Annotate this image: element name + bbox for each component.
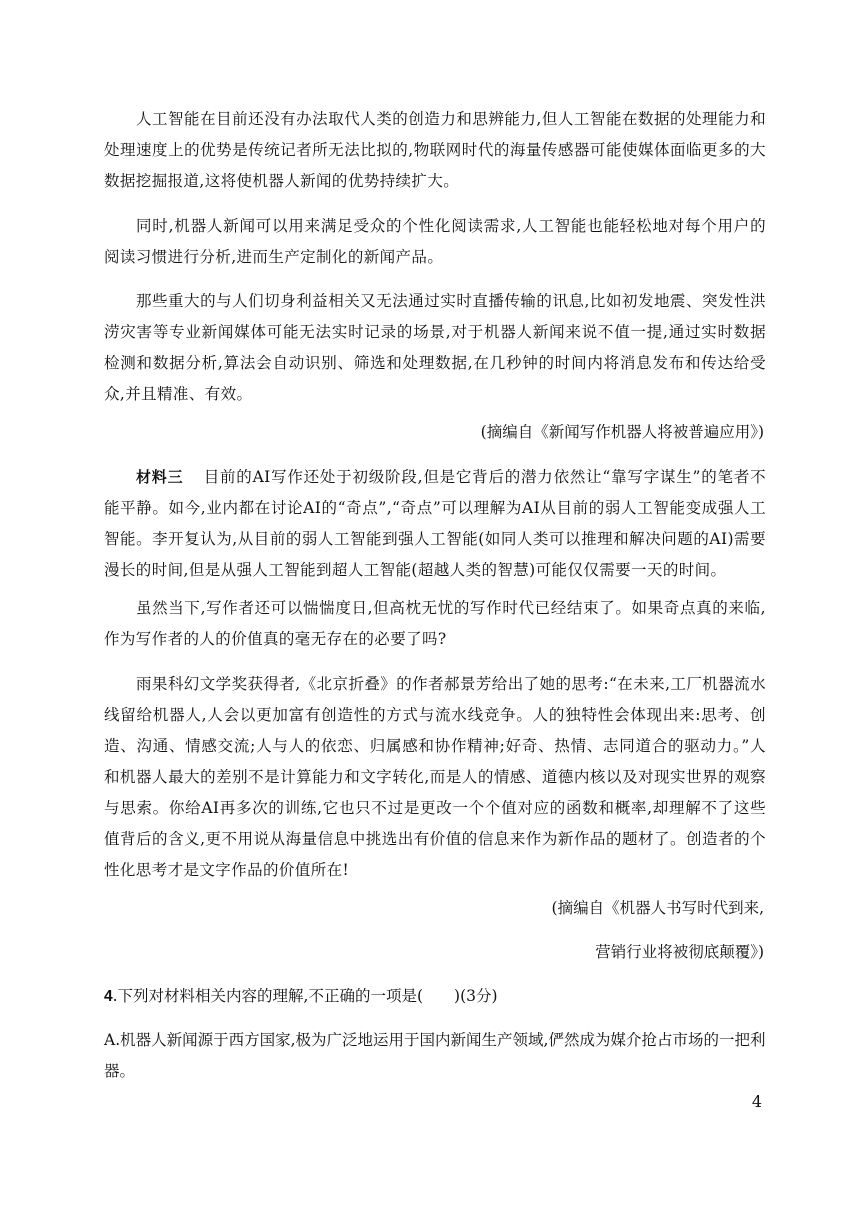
question-4-stem [104, 981, 766, 1012]
paragraph-material-three [104, 462, 766, 586]
source-citation-2-line1: (摘编自《机器人书写时代到来, [551, 899, 764, 917]
material-three-text: 目前的AI写作还处于初级阶段,但是它背后的潜力依然让“靠写字谋生”的笔者不能平静。如今,业内都在讨论AI的“奇点”,“奇点”可以理解为AI从目前的弱人工智能变成强人工智能。李开复认为,从目前的弱人工智能到强人工智能(如同人类可以推理和解决问题的AI)需要漫长的时间,但是从强人工智能到超人工智能(超越人类的智慧)可能仅仅需要一天的时间。 [104, 468, 766, 579]
source-citation-1: (摘编自《新闻写作机器人将被普遍应用》) [480, 423, 764, 441]
question-4-option-a: A.机器人新闻源于西方国家,极为广泛地运用于国内新闻生产领域,俨然成为媒介抢占市场的一把利器。 [104, 1031, 766, 1080]
paragraph-hao-jingfang: 雨果科幻文学奖获得者,《北京折叠》的作者郝景芳给出了她的思考:“在未来,工厂机器流水线留给机器人,人会以更加富有创造性的方式与流水线竞争。人的独特性会体现出来:思考、创造、沟通、情感交流;人与人的依恋、归属感和协作精神;好奇、热情、志同道合的驱动力。”人和机器人最大的差别不是计算能力和文字转化,而是人的情感、道德内核以及对现实世界的观察与思索。你给AI再多次的训练,它也只不过是更改一个个值对应的函数和概率,却理解不了这些值背后的含义,更不用说从海量信息中挑选出有价值的信息来作为新作品的题材了。创造者的个性化思考才是文字作品的价值所在! [104, 675, 766, 879]
paragraph-ai-advantage: 人工智能在目前还没有办法取代人类的创造力和思辨能力,但人工智能在数据的处理能力和处理速度上的优势是传统记者所无法比拟的,物联网时代的海量传感器可能使媒体面临更多的大数据挖掘报道,这将使机器人新闻的优势持续扩大。 [104, 110, 766, 190]
paragraph-singularity: 虽然当下,写作者还可以惴惴度日,但高枕无忧的写作时代已经结束了。如果奇点真的来临,作为写作者的人的价值真的毫无存在的必要了吗? [104, 599, 766, 648]
question-number: 4 [104, 988, 113, 1005]
question-text: .下列对材料相关内容的理解,不正确的一项是( )(3分) [112, 987, 498, 1005]
paragraph-personalized-news: 同时,机器人新闻可以用来满足受众的个性化阅读需求,人工智能也能轻松地对每个用户的阅读习惯进行分析,进而生产定制化的新闻产品。 [104, 217, 766, 266]
page-number: 4 [751, 1092, 762, 1111]
material-three-label: 材料三 [136, 468, 184, 486]
paragraph-realtime-news: 那些重大的与人们切身利益相关又无法通过实时直播传输的讯息,比如初发地震、突发性洪涝灾害等专业新闻媒体可能无法实时记录的场景,对于机器人新闻来说不值一提,通过实时数据检测和数据分析,算法会自动识别、筛选和处理数据,在几秒钟的时间内将消息发布和传达给受众,并且精准、有效。 [104, 292, 766, 403]
source-citation-2-line2: 营销行业将被彻底颠覆》) [595, 943, 764, 961]
